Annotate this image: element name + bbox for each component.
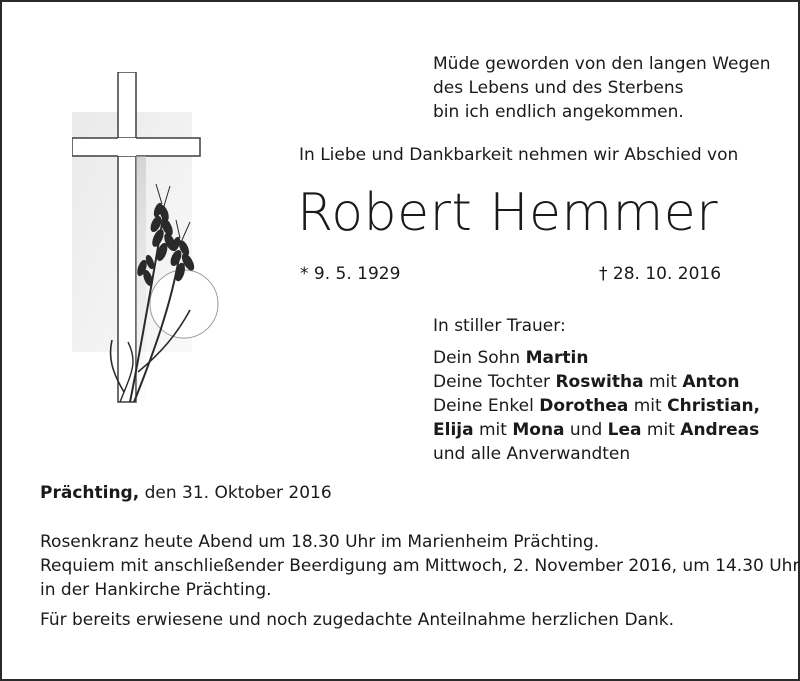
mourners-heading: In stiller Trauer: xyxy=(433,316,566,336)
relation-label: Deine Tochter xyxy=(433,372,556,392)
place-name: Prächting, xyxy=(40,483,140,503)
notice-date: den 31. Oktober 2016 xyxy=(139,483,332,503)
mourner-name: Roswitha xyxy=(555,372,644,392)
service-notes xyxy=(40,530,799,602)
poem-line: des Lebens und des Sterbens xyxy=(433,78,684,98)
birth-date: * 9. 5. 1929 xyxy=(300,264,401,284)
connector-text: mit xyxy=(641,420,681,440)
connector-text: mit xyxy=(473,420,513,440)
mourner-line: und alle Anverwandten xyxy=(433,444,631,464)
connector-text: mit xyxy=(628,396,668,416)
mourner-name: Elija xyxy=(433,420,474,440)
mourners-list xyxy=(433,314,760,466)
farewell-intro: In Liebe und Dankbarkeit nehmen wir Abschied von xyxy=(299,145,739,165)
service-note: Rosenkranz heute Abend um 18.30 Uhr im Marienheim Prächting. xyxy=(40,532,600,552)
mourner-name: Lea xyxy=(607,420,642,440)
service-note: Requiem mit anschließender Beerdigung am Mittwoch, 2. November 2016, um 14.30 Uhr xyxy=(40,556,800,576)
death-date: † 28. 10. 2016 xyxy=(599,264,722,284)
poem-line: Müde geworden von den langen Wegen xyxy=(433,54,771,74)
relation-label: Dein Sohn xyxy=(433,348,526,368)
mourner-line xyxy=(433,370,760,394)
cross-wheat-illustration xyxy=(72,72,242,432)
place-date xyxy=(40,483,332,503)
relation-label: Deine Enkel xyxy=(433,396,540,416)
mourner-line xyxy=(433,346,760,370)
mourner-name: Anton xyxy=(682,372,740,392)
mourner-name: Dorothea xyxy=(539,396,629,416)
deceased-name: Robert Hemmer xyxy=(297,183,719,243)
mourner-name: Mona xyxy=(512,420,565,440)
connector-text: und xyxy=(564,420,608,440)
thanks-note: Für bereits erwiesene und noch zugedachte Anteilnahme herzlichen Dank. xyxy=(40,610,674,630)
memorial-poem xyxy=(433,52,770,124)
mourner-name: Christian, xyxy=(667,396,761,416)
mourner-line xyxy=(433,418,760,442)
poem-line: bin ich endlich angekommen. xyxy=(433,102,684,122)
mourner-name: Martin xyxy=(525,348,589,368)
mourner-line xyxy=(433,394,760,418)
service-note: in der Hankirche Prächting. xyxy=(40,580,272,600)
connector-text: mit xyxy=(643,372,683,392)
mourner-name: Andreas xyxy=(680,420,760,440)
